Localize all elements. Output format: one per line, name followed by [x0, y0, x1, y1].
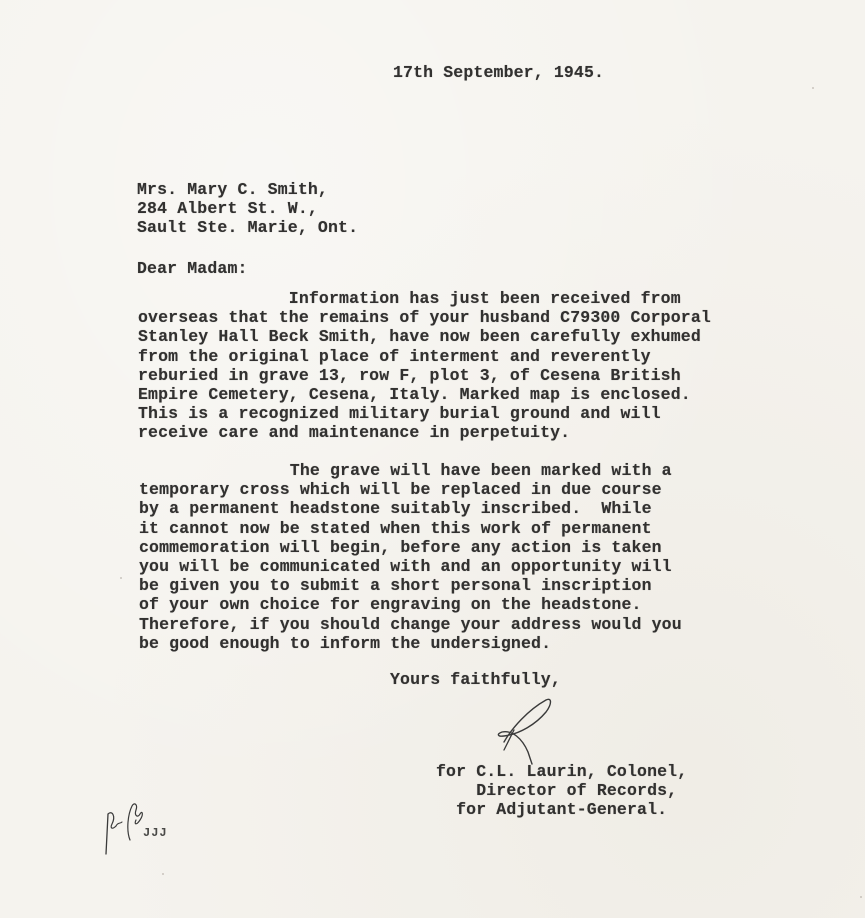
paragraph-line: Empire Cemetery, Cesena, Italy. Marked map is enclosed.	[138, 385, 691, 405]
signatory-line-3: for Adjutant-General.	[436, 800, 668, 820]
paragraph-line: overseas that the remains of your husband C79300 Corporal	[138, 308, 711, 328]
body-paragraph-2	[139, 461, 682, 653]
paragraph-line: be good enough to inform the undersigned.	[139, 633, 552, 653]
paragraph-line: by a permanent headstone suitably inscribed. While	[139, 499, 652, 519]
paragraph-line: you will be communicated with and an opportunity will	[139, 557, 672, 577]
paragraph-line: Information has just been received from	[138, 289, 681, 308]
paragraph-line: of your own choice for engraving on the headstone.	[139, 595, 642, 615]
body-paragraph-1	[138, 289, 711, 443]
recipient-name: Mrs. Mary C. Smith,	[137, 180, 328, 199]
paragraph-line: reburied in grave 13, row F, plot 3, of Cesena British	[138, 365, 681, 385]
paragraph-line: be given you to submit a short personal inscription	[139, 576, 652, 596]
paragraph-line: commemoration will begin, before any action is taken	[139, 537, 662, 557]
complimentary-close: Yours faithfully,	[390, 670, 561, 689]
paragraph-line: receive care and maintenance in perpetuity.	[138, 423, 571, 443]
signature-block	[436, 762, 687, 820]
paragraph-line: temporary cross which will be replaced in due course	[139, 480, 662, 500]
paragraph-line: it cannot now be stated when this work of permanent	[139, 518, 652, 538]
letter-date: 17th September, 1945.	[393, 63, 605, 82]
recipient-street: 284 Albert St. W.,	[137, 199, 318, 219]
paragraph-line: Therefore, if you should change your address would you	[139, 614, 682, 634]
signatory-line-1: for C.L. Laurin, Colonel,	[436, 762, 688, 781]
handwritten-initials	[100, 800, 148, 856]
paragraph-line: This is a recognized military burial ground and will	[138, 404, 661, 424]
paper-speck	[812, 87, 814, 89]
paper-speck	[860, 896, 862, 898]
handwritten-signature	[490, 692, 560, 770]
paragraph-line: The grave will have been marked with a	[139, 461, 672, 480]
salutation: Dear Madam:	[137, 259, 248, 278]
paper-speck	[162, 873, 164, 875]
typist-initials: JJJ	[143, 826, 168, 840]
paragraph-line: Stanley Hall Beck Smith, have now been carefully exhumed	[138, 327, 701, 347]
paper-speck	[120, 577, 122, 579]
paragraph-line: from the original place of interment and reverently	[138, 346, 651, 366]
recipient-address	[137, 180, 358, 238]
signatory-line-2: Director of Records,	[436, 781, 678, 801]
recipient-city: Sault Ste. Marie, Ont.	[137, 218, 359, 238]
